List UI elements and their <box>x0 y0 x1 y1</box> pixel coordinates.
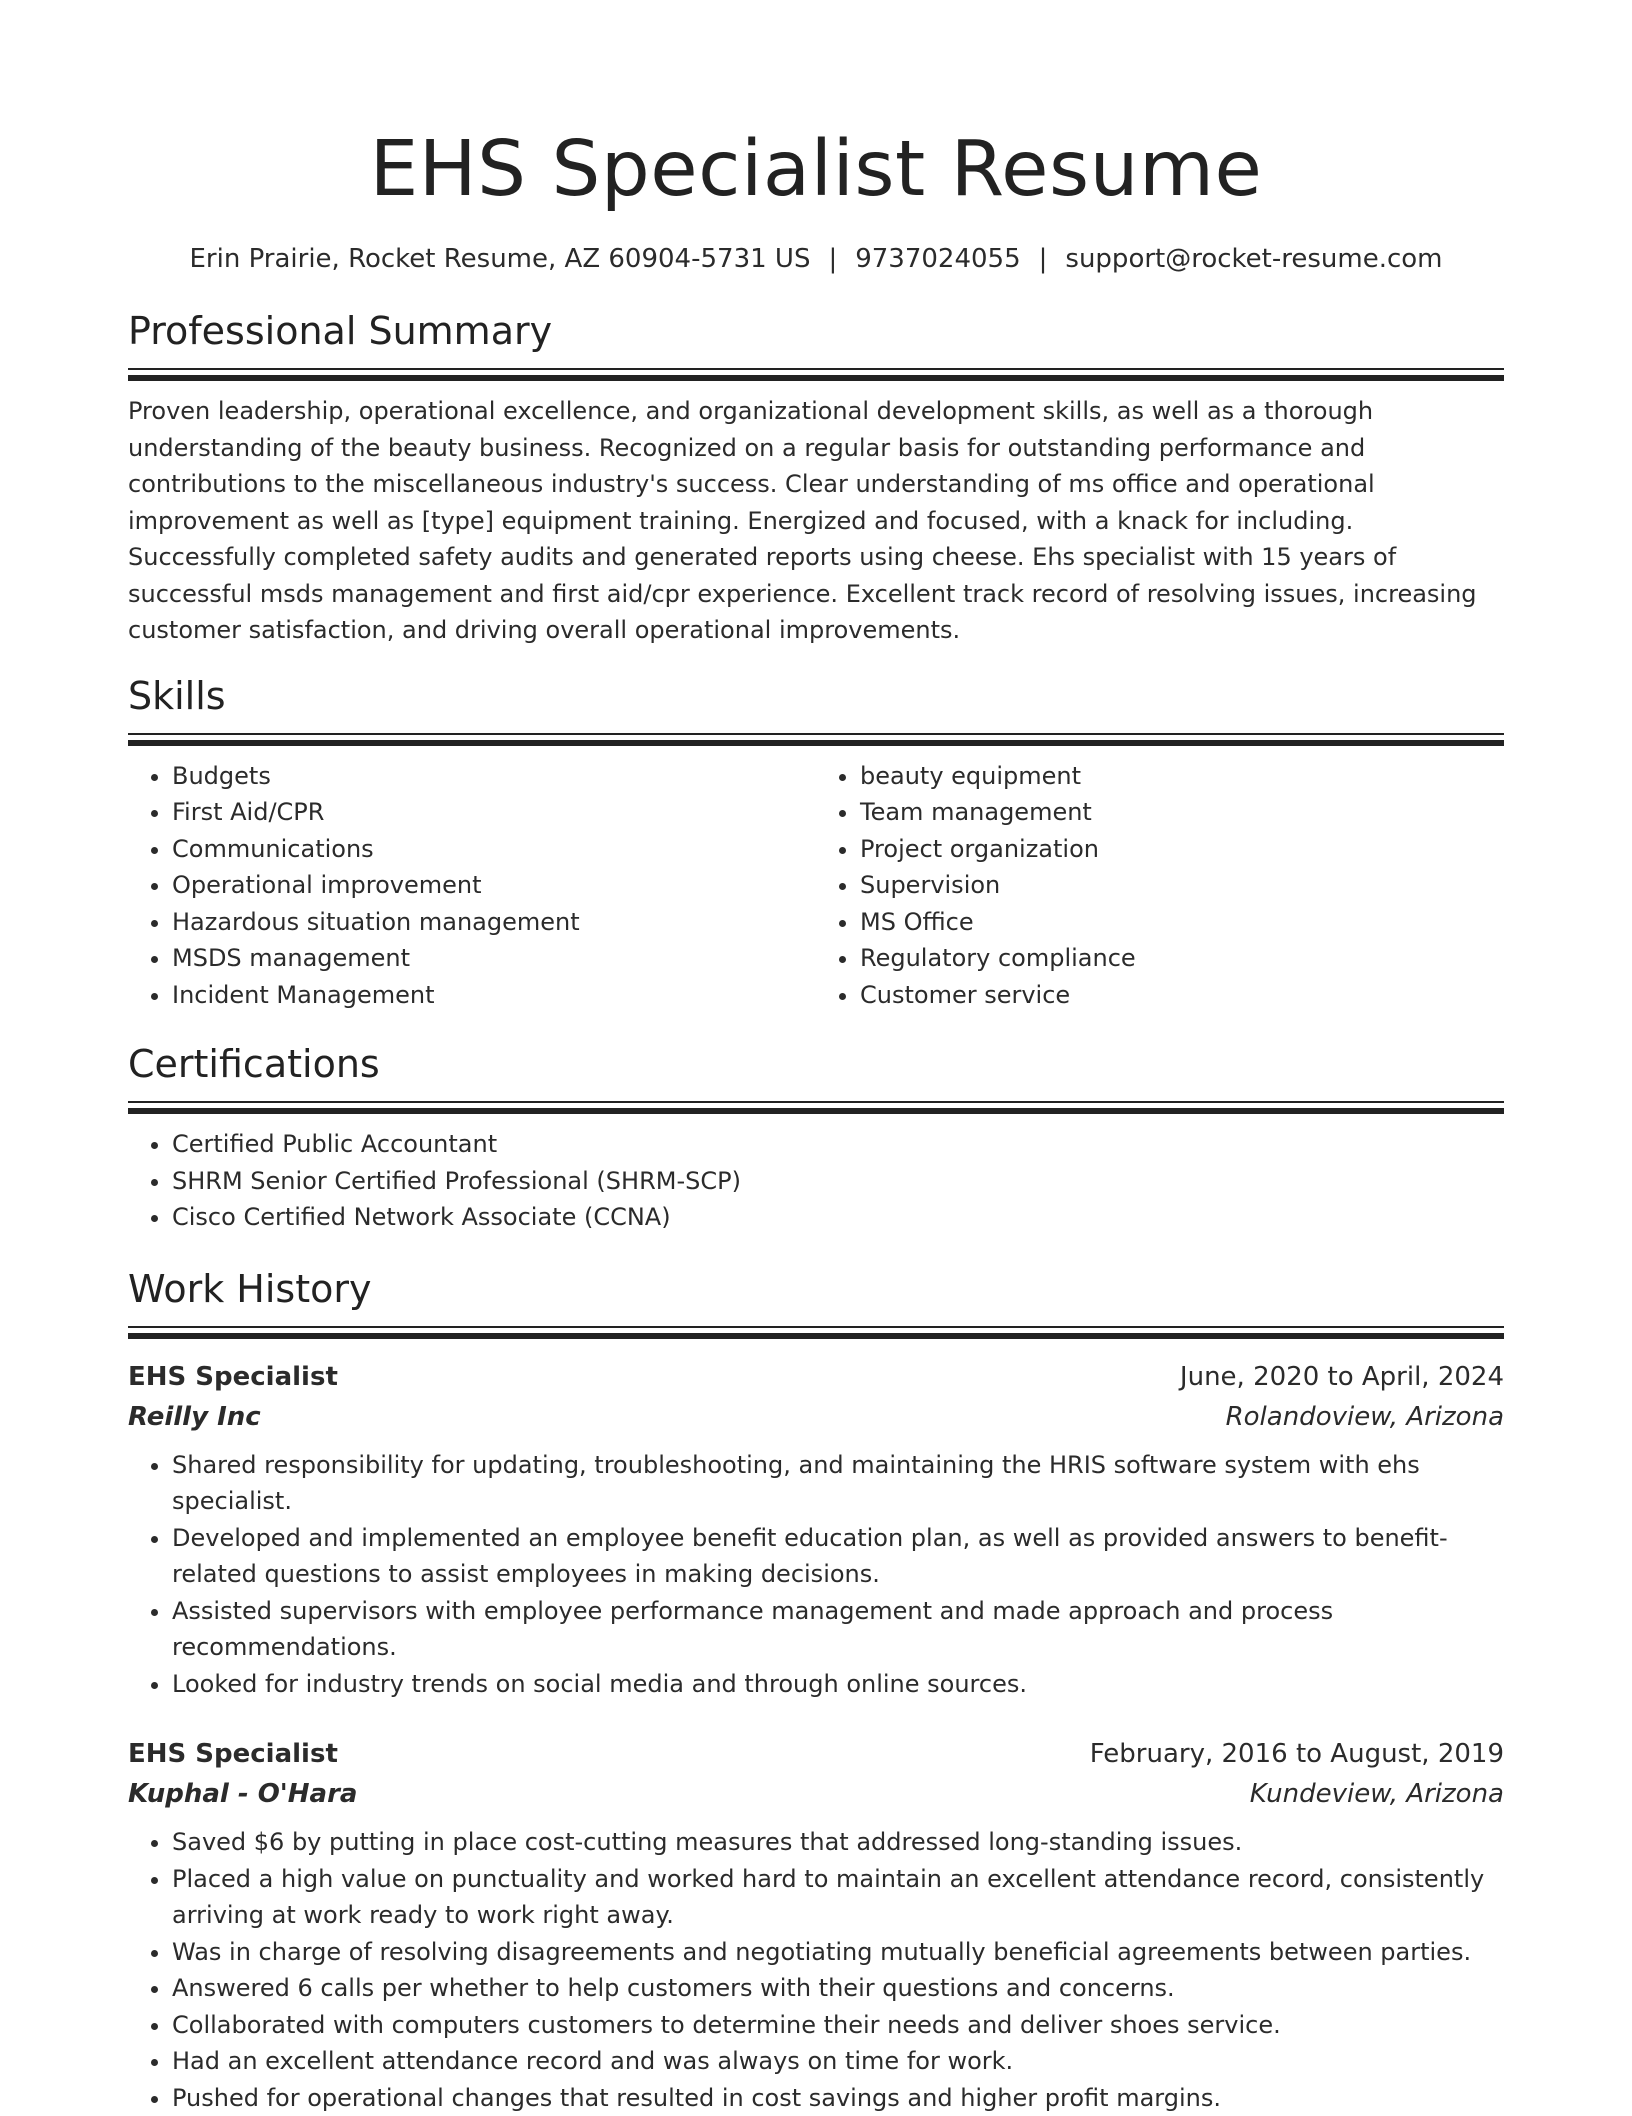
job-header <box>128 1734 1504 1774</box>
section-divider <box>128 1333 1504 1339</box>
job-header <box>128 1357 1504 1397</box>
section-heading-work-history: Work History <box>128 1266 1504 1312</box>
job-bullet-list <box>128 1447 1504 1703</box>
job-bullet: • Shared responsibility for updating, troubleshooting, and maintaining the HRIS software system with ehs specialist. <box>172 1447 1504 1520</box>
skill-item: • MS Office <box>860 904 1504 941</box>
skill-item: • beauty equipment <box>860 758 1504 795</box>
job-subheader <box>128 1774 1504 1814</box>
job-bullet: • Answered 6 calls per whether to help customers with their questions and concerns. <box>172 1970 1504 2007</box>
job-company: Kuphal - O'Hara <box>128 1774 357 1814</box>
contact-address: Erin Prairie, Rocket Resume, AZ 60904-5731 US <box>189 244 810 274</box>
skills-list-right <box>816 758 1504 1014</box>
job-company: Reilly Inc <box>128 1397 261 1437</box>
job-location: Kundeview, Arizona <box>1250 1774 1504 1814</box>
contact-line <box>128 242 1504 276</box>
section-heading-skills: Skills <box>128 673 1504 719</box>
job-subheader <box>128 1397 1504 1437</box>
section-divider <box>128 368 1504 370</box>
skill-item: • Budgets <box>172 758 816 795</box>
certifications-list <box>128 1126 1504 1236</box>
job-bullet: • Was in charge of resolving disagreements and negotiating mutually beneficial agreements between parties. <box>172 1934 1504 1971</box>
contact-separator: | <box>1039 242 1048 276</box>
skill-item: • Incident Management <box>172 977 816 1014</box>
job-dates: February, 2016 to August, 2019 <box>1090 1734 1504 1774</box>
job-bullet: • Had an excellent attendance record and was always on time for work. <box>172 2043 1504 2080</box>
contact-email: support@rocket-resume.com <box>1065 244 1442 274</box>
section-divider <box>128 1326 1504 1328</box>
work-history-section <box>128 1266 1504 2116</box>
section-divider <box>128 375 1504 381</box>
section-heading-certifications: Certifications <box>128 1041 1504 1087</box>
skill-item: • Supervision <box>860 867 1504 904</box>
skill-item: • Operational improvement <box>172 867 816 904</box>
job-bullet: • Developed and implemented an employee benefit education plan, as well as provided answers to benefit-related questions to assist employees in making decisions. <box>172 1520 1504 1593</box>
job-bullet: • Pushed for operational changes that resulted in cost savings and higher profit margins. <box>172 2080 1504 2116</box>
section-divider <box>128 733 1504 735</box>
job-bullet: • Assisted supervisors with employee performance management and made approach and process recommendations. <box>172 1593 1504 1666</box>
certification-item: • Cisco Certified Network Associate (CCNA) <box>172 1199 1504 1236</box>
certifications-section <box>128 1041 1504 1236</box>
summary-section <box>128 308 1504 649</box>
section-divider <box>128 1101 1504 1103</box>
skill-item: • Hazardous situation management <box>172 904 816 941</box>
section-divider <box>128 1108 1504 1114</box>
contact-phone: 9737024055 <box>855 244 1020 274</box>
contact-separator: | <box>828 242 837 276</box>
job-dates: June, 2020 to April, 2024 <box>1180 1357 1504 1397</box>
skill-item: • Project organization <box>860 831 1504 868</box>
skill-item: • Team management <box>860 794 1504 831</box>
resume-page <box>128 0 1504 2116</box>
job-title: EHS Specialist <box>128 1357 338 1397</box>
job-entry <box>128 1734 1504 2116</box>
job-bullet-list <box>128 1824 1504 2116</box>
job-bullet: • Collaborated with computers customers to determine their needs and deliver shoes service. <box>172 2007 1504 2044</box>
job-bullet: • Saved $6 by putting in place cost-cutting measures that addressed long-standing issues. <box>172 1824 1504 1861</box>
certification-item: • Certified Public Accountant <box>172 1126 1504 1163</box>
skill-item: • First Aid/CPR <box>172 794 816 831</box>
skill-item: • Customer service <box>860 977 1504 1014</box>
section-divider <box>128 740 1504 746</box>
section-heading-summary: Professional Summary <box>128 308 1504 354</box>
skills-grid <box>128 758 1504 1014</box>
job-location: Rolandoview, Arizona <box>1226 1397 1504 1437</box>
skill-item: • Communications <box>172 831 816 868</box>
job-bullet: • Placed a high value on punctuality and worked hard to maintain an excellent attendance record, consistently arriving at work ready to work right away. <box>172 1861 1504 1934</box>
skills-list-left <box>128 758 816 1014</box>
resume-title: EHS Specialist Resume <box>128 120 1504 220</box>
skill-item: • Regulatory compliance <box>860 940 1504 977</box>
skill-item: • MSDS management <box>172 940 816 977</box>
skills-section <box>128 673 1504 1014</box>
job-entry <box>128 1357 1504 1703</box>
summary-text: Proven leadership, operational excellence, and organizational development skills, as well as a thorough understanding of the beauty business. Recognized on a regular basis for outstanding performance and contributions to the miscellaneous industry's success. Clear understanding of ms office and operational improvement as well as [type] equipment training. Energized and focused, with a knack for including. Successfully completed safety audits and generated reports using cheese. Ehs specialist with 15 years of successful msds management and first aid/cpr experience. Excellent track record of resolving issues, increasing customer satisfaction, and driving overall operational improvements. <box>128 393 1504 649</box>
job-bullet: • Looked for industry trends on social media and through online sources. <box>172 1666 1504 1703</box>
certification-item: • SHRM Senior Certified Professional (SHRM-SCP) <box>172 1163 1504 1200</box>
job-title: EHS Specialist <box>128 1734 338 1774</box>
